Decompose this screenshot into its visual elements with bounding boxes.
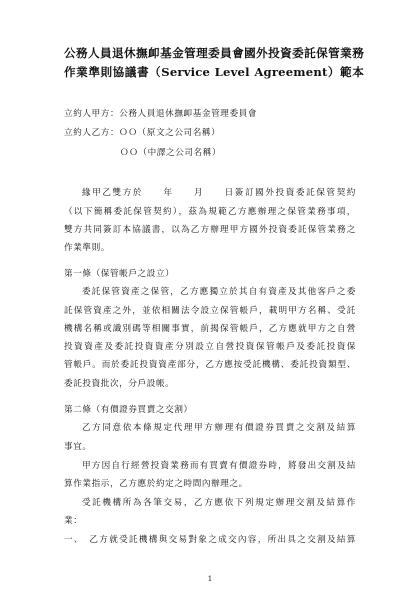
article2-item1: 一、 乙方就受託機構與交易對象之成交內容，所出具之交割及結算 (64, 535, 356, 545)
preamble-line: 緣甲乙雙方於 年 月 日簽訂國外投資委託保管契約 (82, 188, 356, 198)
article1-line: 委託投資批次，分戶設帳。 (64, 379, 175, 389)
party-b-line2: ＯＯ（中譯之公司名稱） (120, 148, 222, 158)
preamble-line: （以下簡稱委託保管契約），茲為規範乙方應辦理之保管業務事項， (64, 207, 356, 217)
article2-para3-line: 業： (64, 516, 83, 526)
article2-para3-line: 受託機構所為各筆交易，乙方應依下列規定辦理交割及結算作 (82, 498, 356, 508)
party-b-line1: 立約人乙方：ＯＯ（原文之公司名稱） (64, 128, 221, 138)
article2-para2-line: 甲方因自行經營投資業務而有買賣有價證券時，將發出交割及結 (82, 461, 356, 471)
document-title-line2: 作業準則協議書（Service Level Agreement）範本 (64, 65, 364, 79)
page-number: 1 (207, 575, 213, 583)
article2-heading: 第二條（有價證券買賣之交割） (64, 405, 193, 415)
article1-heading: 第一條（保管帳戶之設立） (64, 269, 175, 279)
party-a: 立約人甲方：公務人員退休撫卹基金管理委員會 (64, 109, 258, 119)
article2-para1-line: 事宜。 (64, 442, 92, 452)
preamble-line: 雙方共同簽訂本協議書，以為乙方辦理甲方國外投資委託保管業務之 (64, 225, 356, 235)
article2-para1-line: 乙方同意依本條規定代理甲方辦理有價證券買賣之交割及結算 (82, 423, 356, 433)
article1-line: 管帳戶。而於委託投資資產部分，乙方應按受託機構、委託投資類型、 (64, 360, 356, 370)
article2-para2-line: 算作業指示，乙方應於約定之時間內辦理之。 (64, 479, 248, 489)
article1-line: 機構名稱或識別碼等相關事實，前揭保管帳戶，乙方應就甲方之自營 (64, 324, 356, 334)
article1-line: 投資資產及委託投資資產分別設立自營投資保管帳戶及委託投資保 (64, 342, 356, 352)
preamble-line: 作業準則。 (64, 243, 110, 253)
document-title-line1: 公務人員退休撫卹基金管理委員會國外投資委託保管業務 (64, 46, 364, 60)
article1-line: 託保管資產之外，並依相關法令設立保管帳戶，載明甲方名稱、受託 (64, 306, 356, 316)
article1-line: 委託保管資產之保管，乙方應獨立於其自有資產及其他客戶之委 (82, 287, 356, 297)
